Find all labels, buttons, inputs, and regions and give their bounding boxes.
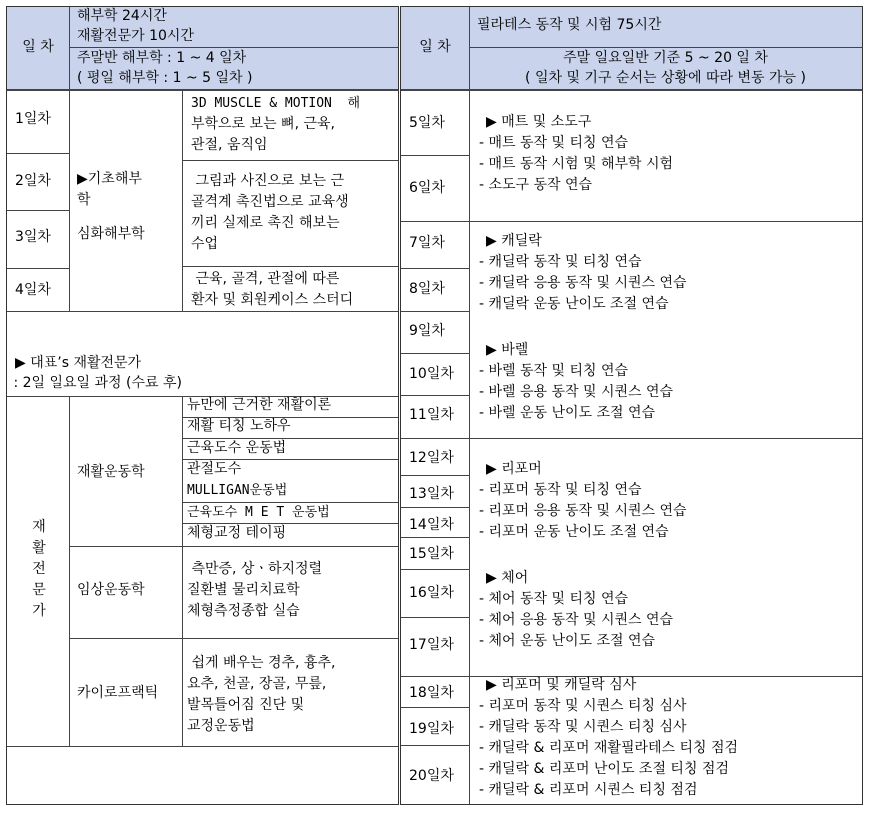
rehab-side-char: 문 bbox=[32, 582, 46, 598]
anatomy-desc-3-line: 근육, 골격, 관절에 따른 bbox=[191, 271, 340, 287]
left-header-day-label: 일 차 bbox=[22, 39, 54, 55]
right-header-day-label: 일 차 bbox=[419, 39, 451, 55]
pilates-day-18: 18일차 bbox=[409, 685, 454, 701]
pilates-day-15: 15일차 bbox=[409, 546, 454, 562]
pilates-reformer-line: - 리포머 응용 동작 및 시퀀스 연습 bbox=[479, 503, 687, 519]
pilates-day-20: 20일차 bbox=[409, 768, 454, 784]
pilates-cadillac-line: - 캐딜락 동작 및 티칭 연습 bbox=[479, 254, 642, 270]
pilates-exam bbox=[479, 675, 859, 801]
pilates-barrel-line: ▶ 바렐 bbox=[486, 342, 529, 358]
rehab-clinical-item: 질환별 물리치료학 bbox=[187, 582, 300, 598]
pilates-cadillac bbox=[479, 231, 859, 315]
rehab-chiro-item: 교정운동법 bbox=[187, 718, 255, 734]
anatomy-desc-1-line: 3D MUSCLE & MOTION 해 bbox=[191, 96, 361, 111]
left-header-line4: ( 평일 해부학 : 1 ~ 5 일차 ) bbox=[77, 70, 253, 86]
rehab-clinical-label: 임상운동학 bbox=[77, 582, 145, 598]
rehab-chiro-item: 쉽게 배우는 경추, 흉추, bbox=[187, 655, 336, 671]
rehab-exercise-item: 체형교정 테이핑 bbox=[187, 525, 287, 541]
left-header-line2: 재활전문가 10시간 bbox=[77, 28, 194, 44]
anatomy-category-line1: ▶기초해부 bbox=[77, 171, 142, 187]
anatomy-day-1: 1일차 bbox=[15, 111, 51, 127]
rehab-side-char: 재 bbox=[32, 519, 46, 535]
pilates-chair-line: - 체어 운동 난이도 조절 연습 bbox=[479, 633, 656, 649]
pilates-cadillac-line: - 캐딜락 운동 난이도 조절 연습 bbox=[479, 296, 669, 312]
pilates-day-10: 10일차 bbox=[409, 366, 454, 382]
left-table bbox=[6, 6, 399, 805]
pilates-day-11: 11일차 bbox=[409, 407, 454, 423]
pilates-day-16: 16일차 bbox=[409, 585, 454, 601]
pilates-mat bbox=[479, 112, 859, 196]
pilates-exam-line: - 캐딜락 & 리포머 재활필라테스 티칭 점검 bbox=[479, 740, 739, 756]
pilates-day-13: 13일차 bbox=[409, 486, 454, 502]
pilates-cadillac-line: ▶ 캐딜락 bbox=[486, 233, 542, 249]
rehab-exercise-item: 근육도수 운동법 bbox=[187, 440, 287, 456]
anatomy-desc-2-line: 골격계 촉진법으로 교육생 bbox=[191, 194, 349, 210]
left-header-line3: 주말반 해부학 : 1 ~ 4 일차 bbox=[77, 50, 247, 66]
pilates-exam-line: - 캐딜락 & 리포머 시퀀스 티칭 점검 bbox=[479, 782, 698, 798]
rehab-exercise-item: 근육도수 M E T 운동법 bbox=[187, 505, 330, 520]
pilates-exam-line: - 리포머 동작 및 시퀀스 티칭 심사 bbox=[479, 698, 687, 714]
anatomy-category-line3: 심화해부학 bbox=[77, 226, 145, 242]
pilates-day-19: 19일차 bbox=[409, 721, 454, 737]
pilates-reformer-line: ▶ 리포머 bbox=[486, 461, 542, 477]
anatomy-day-4: 4일차 bbox=[15, 282, 51, 298]
pilates-chair-line: - 체어 동작 및 티칭 연습 bbox=[479, 591, 629, 607]
right-header-sub2: ( 일차 및 기구 순서는 상황에 따라 변동 가능 ) bbox=[525, 70, 806, 86]
pilates-barrel-line: - 바렐 운동 난이도 조절 연습 bbox=[479, 405, 656, 421]
anatomy-day-2: 2일차 bbox=[15, 173, 51, 189]
right-table bbox=[400, 6, 863, 805]
pilates-chair bbox=[479, 568, 859, 652]
rehab-chiro-item: 발목틀어짐 진단 및 bbox=[187, 697, 305, 713]
pilates-mat-line: - 소도구 동작 연습 bbox=[479, 177, 593, 193]
pilates-mat-line: - 매트 동작 시험 및 해부학 시험 bbox=[479, 156, 674, 172]
pilates-day-7: 7일차 bbox=[409, 235, 445, 251]
rehab-exercise-item: 뉴만에 근거한 재활이론 bbox=[187, 397, 332, 413]
pilates-barrel-line: - 바렐 동작 및 티칭 연습 bbox=[479, 363, 629, 379]
rehab-side-char: 전 bbox=[32, 561, 46, 577]
pilates-day-9: 9일차 bbox=[409, 323, 445, 339]
rehab-exercise-item: MULLIGAN운동법 bbox=[187, 483, 288, 498]
anatomy-desc-3 bbox=[183, 269, 397, 311]
right-header-sub1: 주말 일요일반 기준 5 ~ 20 일 차 bbox=[563, 50, 768, 66]
pilates-mat-line: ▶ 매트 및 소도구 bbox=[486, 114, 592, 130]
anatomy-desc-1-line: 부학으로 보는 뼈, 근육, bbox=[191, 116, 335, 132]
anatomy-desc-2-line: 수업 bbox=[191, 236, 219, 252]
anatomy-desc-2-line: 그림과 사진으로 보는 근 bbox=[191, 173, 345, 189]
anatomy-desc-1-line: 관절, 움직임 bbox=[191, 137, 268, 153]
left-header-line1: 해부학 24시간 bbox=[77, 8, 167, 24]
pilates-day-14: 14일차 bbox=[409, 517, 454, 533]
rehab-clinical-items bbox=[187, 559, 395, 622]
pilates-day-8: 8일차 bbox=[409, 281, 445, 297]
anatomy-category bbox=[77, 169, 177, 245]
rehab-exercise-label: 재활운동학 bbox=[77, 464, 145, 480]
rehab-chiro-label: 카이로프랙틱 bbox=[77, 685, 159, 701]
rehab-exercise-item: 재활 티칭 노하우 bbox=[187, 418, 291, 434]
anatomy-day-3: 3일차 bbox=[15, 229, 51, 245]
rehab-clinical-item: 측만증, 상ㆍ하지정렬 bbox=[187, 561, 323, 577]
rep-specialist-line1: ▶ 대표’s 재활전문가 bbox=[15, 355, 142, 371]
rehab-chiro-items bbox=[187, 653, 395, 737]
pilates-barrel bbox=[479, 340, 859, 424]
pilates-chair-line: - 체어 응용 동작 및 시퀀스 연습 bbox=[479, 612, 674, 628]
rehab-side-label bbox=[29, 517, 49, 622]
pilates-exam-line: ▶ 리포머 및 캐딜락 심사 bbox=[486, 677, 637, 693]
right-header-title: 필라테스 동작 및 시험 75시간 bbox=[477, 17, 662, 33]
pilates-mat-line: - 매트 동작 및 티칭 연습 bbox=[479, 135, 629, 151]
rehab-side-char: 활 bbox=[32, 540, 46, 556]
pilates-day-6: 6일차 bbox=[409, 180, 445, 196]
pilates-reformer-line: - 리포머 운동 난이도 조절 연습 bbox=[479, 524, 669, 540]
rehab-clinical-item: 체형측정종합 실습 bbox=[187, 603, 300, 619]
pilates-exam-line: - 캐딜락 & 리포머 난이도 조절 티칭 점검 bbox=[479, 761, 729, 777]
pilates-exam-line: - 캐딜락 동작 및 시퀀스 티칭 심사 bbox=[479, 719, 687, 735]
rehab-exercise-item: 관절도수 bbox=[187, 461, 242, 477]
anatomy-category-line2: 학 bbox=[77, 192, 91, 208]
pilates-day-17: 17일차 bbox=[409, 637, 454, 653]
anatomy-desc-3-line: 환자 및 회원케이스 스터디 bbox=[191, 292, 354, 308]
rehab-chiro-item: 요추, 천골, 장골, 무릎, bbox=[187, 676, 327, 692]
rehab-side-char: 가 bbox=[32, 603, 46, 619]
pilates-day-12: 12일차 bbox=[409, 450, 454, 466]
anatomy-desc-2-line: 끼리 실제로 촉진 해보는 bbox=[191, 215, 340, 231]
anatomy-desc-1 bbox=[183, 93, 397, 156]
pilates-reformer bbox=[479, 459, 859, 543]
pilates-chair-line: ▶ 체어 bbox=[486, 570, 529, 586]
pilates-reformer-line: - 리포머 동작 및 티칭 연습 bbox=[479, 482, 642, 498]
pilates-barrel-line: - 바렐 응용 동작 및 시퀀스 연습 bbox=[479, 384, 674, 400]
rep-specialist-line2: : 2일 일요일 과정 (수료 후) bbox=[9, 375, 182, 391]
pilates-cadillac-line: - 캐딜락 응용 동작 및 시퀀스 연습 bbox=[479, 275, 687, 291]
pilates-day-5: 5일차 bbox=[409, 115, 445, 131]
anatomy-desc-2 bbox=[183, 171, 397, 255]
